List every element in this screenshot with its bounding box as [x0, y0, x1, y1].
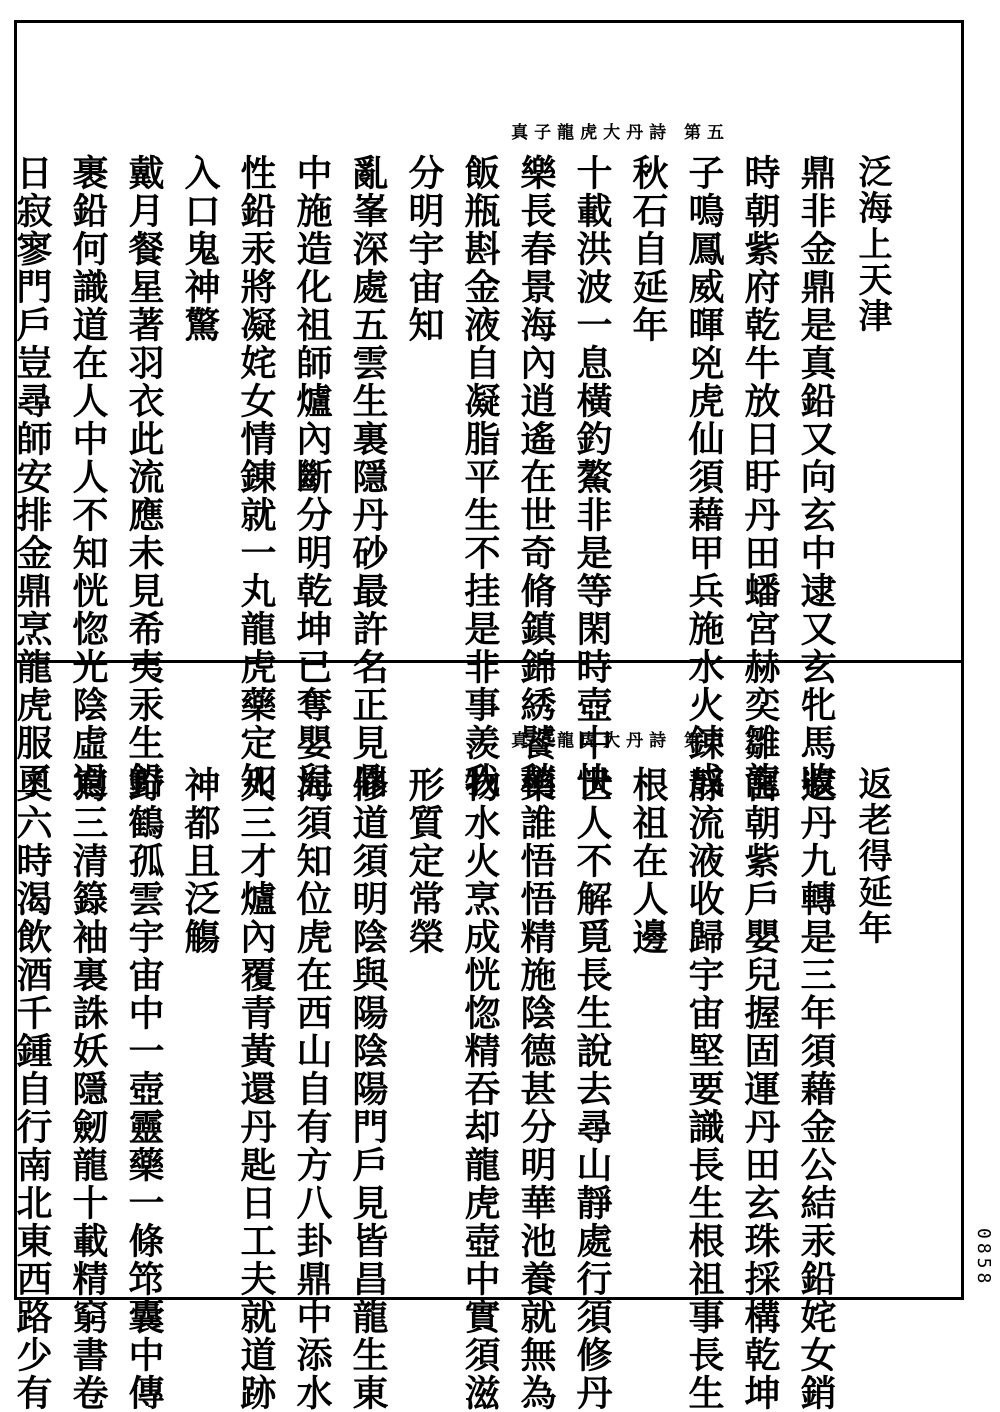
poem-column: 形質定常榮: [403, 766, 445, 956]
poem-column: 日寂寥門戶豈尋師安排金鼎烹龍虎服了: [11, 154, 53, 800]
poem-column: 十載洪波一息橫釣鰲非是等閑時壺中快: [571, 154, 613, 800]
poem-column: 靜流液收歸宇宙堅要識長生根祖事長生: [683, 766, 725, 1412]
poem-column: 物水火烹成恍惚精吞却龍虎壺中實須滋: [459, 766, 501, 1412]
poem-column: 秋石自延年: [627, 154, 669, 344]
running-header: 真子龍虎大丹詩 第六: [511, 731, 730, 751]
page-number: 0858: [973, 1227, 994, 1287]
poem-column: 入口鬼神驚: [179, 154, 221, 344]
bottom-half-page: [11, 666, 960, 1412]
poem-column: 野鶴孤雲宇宙中一壺靈藥一條筇囊中傳: [123, 766, 165, 1412]
poem-column: 樂長春景海內逍遙在世奇脩鎮錦綉饕稍: [515, 154, 557, 800]
poem-title: 泛海上天津: [852, 154, 892, 334]
poem-column: 宮朝紫戶嬰兒握固運丹田玄珠採構乾坤: [739, 766, 781, 1412]
poem-column: 世人不解覓長生說去尋山靜處行須修丹: [571, 766, 613, 1412]
poem-column: 裹鉛何識道在人中人不知恍惚光陰虛過: [67, 154, 109, 800]
poem-column: 根祖在人邊: [627, 766, 669, 956]
poem-column: 時朝紫府乾牛放日盱丹田蟠宮赫奕雛龍: [739, 154, 781, 800]
poem-column: 還丹九轉是三年須藉金公結汞鉛姹女銷: [795, 766, 837, 1412]
poem-text-block: [11, 766, 900, 1412]
poem-column: 火三才爐內覆青黃還丹匙日工夫就道跡: [235, 766, 277, 1412]
poem-column: 飯瓶斟金液自凝脂平生不挂是非事羨我: [459, 154, 501, 800]
poem-title: 返老得延年: [852, 766, 892, 946]
poem-column: 鼎非金鼎是真鉛又向玄中逮又玄牝馬收: [795, 154, 837, 800]
poem-column: 分明宇宙知: [403, 154, 445, 344]
poem-column: 子鳴鳳威暉兇虎仙須藉甲兵施水火錬成: [683, 154, 725, 800]
running-header: 真子龍虎大丹詩 第五: [511, 123, 730, 143]
poem-column: 修道須明陰與陽陰陽門戶見皆昌龍生東: [347, 766, 389, 1412]
poem-column: 中施造化祖師爐內斷分明乾坤已奪嬰兒: [291, 154, 333, 800]
poem-column: 藥誰悟悟精施陰德甚分明華池養就無為: [515, 766, 557, 1412]
poem-column: 寫三清籙袖裏誅妖隱劒龍十載精窮書卷: [67, 766, 109, 1412]
poem-column: 神都且泛觴: [179, 766, 221, 956]
poem-column: 亂峯深處五雲生裏隱丹砂最許名正見鼎: [347, 154, 389, 800]
poem-column: 性鉛汞將凝姹女情錬就一丸龍虎藥定知: [235, 154, 277, 800]
poem-column: 海須知位虎在西山自有方八卦鼎中添水: [291, 766, 333, 1412]
poem-column: 奧六時渴飲酒千鍾自行南北東西路少有: [11, 766, 53, 1412]
poem-column: 戴月餐星著羽衣此流應未見希夷汞生鉛: [123, 154, 165, 800]
